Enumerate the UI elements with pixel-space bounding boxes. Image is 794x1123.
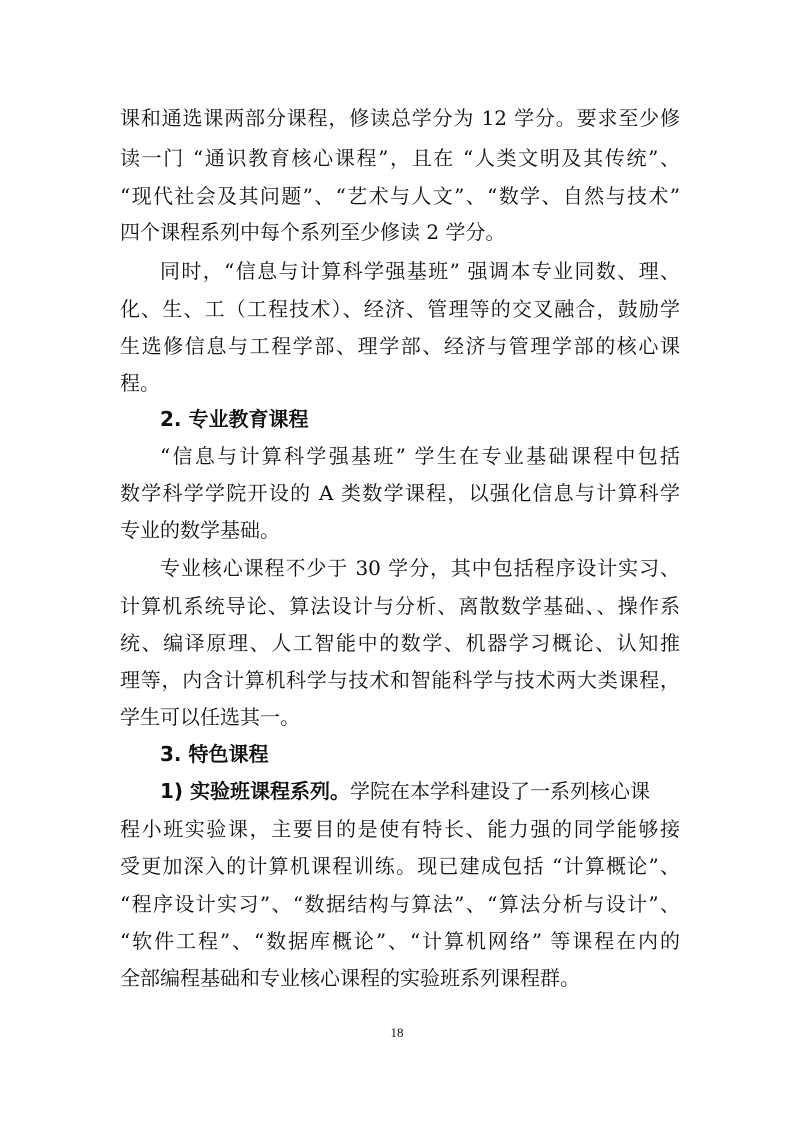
paragraph-line-with-subheading bbox=[160, 779, 680, 803]
section-heading: 2. 专业教育课程 bbox=[160, 407, 309, 431]
page-number: 18 bbox=[390, 1025, 404, 1040]
paragraph-line: “程序设计实习”、“数据结构与算法”、“算法分析与设计”、 bbox=[120, 892, 680, 916]
paragraph-line: 读一门 “通识教育核心课程”，且在 “人类文明及其传统”、 bbox=[120, 146, 680, 170]
paragraph-line: 受更加深入的计算机课程训练。现已建成包括 “计算概论”、 bbox=[120, 854, 680, 878]
paragraph-line: 课和通选课两部分课程，修读总学分为 12 学分。要求至少修 bbox=[120, 106, 680, 130]
paragraph-line: 同时，“信息与计算科学强基班” 强调本专业同数、理、 bbox=[160, 259, 680, 283]
paragraph-line: “现代社会及其问题”、“艺术与人文”、“数学、自然与技术” bbox=[120, 184, 680, 208]
paragraph-line: 数学科学学院开设的 A 类数学课程，以强化信息与计算科学 bbox=[120, 481, 680, 505]
paragraph-line: 专业的数学基础。 bbox=[120, 518, 280, 542]
paragraph-line: 专业核心课程不少于 30 学分，其中包括程序设计实习、 bbox=[160, 556, 680, 580]
subsection-heading: 1) 实验班课程系列。 bbox=[160, 779, 351, 803]
paragraph-line: “信息与计算科学强基班” 学生在专业基础课程中包括 bbox=[160, 444, 680, 468]
paragraph-line: 程。 bbox=[120, 371, 160, 395]
paragraph-line: 学生可以任选其一。 bbox=[120, 705, 300, 729]
paragraph-line: 全部编程基础和专业核心课程的实验班系列课程群。 bbox=[120, 966, 580, 990]
paragraph-line: “软件工程”、“数据库概论”、“计算机网络” 等课程在内的 bbox=[120, 929, 680, 953]
paragraph-text: 学院在本学科建设了一系列核心课 bbox=[350, 779, 651, 803]
paragraph-line: 化、生、工（工程技术）、经济、管理等的交叉融合，鼓励学 bbox=[120, 297, 680, 321]
section-heading: 3. 特色课程 bbox=[160, 742, 269, 766]
paragraph-line: 统、编译原理、人工智能中的数学、机器学习概论、认知推 bbox=[120, 631, 680, 655]
paragraph-line: 程小班实验课，主要目的是使有特长、能力强的同学能够接 bbox=[120, 817, 680, 841]
paragraph-line: 计算机系统导论、算法设计与分析、离散数学基础、、操作系 bbox=[120, 594, 680, 618]
paragraph-line: 生选修信息与工程学部、理学部、经济与管理学部的核心课 bbox=[120, 334, 680, 358]
paragraph-line: 理等，内含计算机科学与技术和智能科学与技术两大类课程， bbox=[120, 668, 680, 692]
paragraph-line: 四个课程系列中每个系列至少修读 2 学分。 bbox=[120, 220, 506, 244]
